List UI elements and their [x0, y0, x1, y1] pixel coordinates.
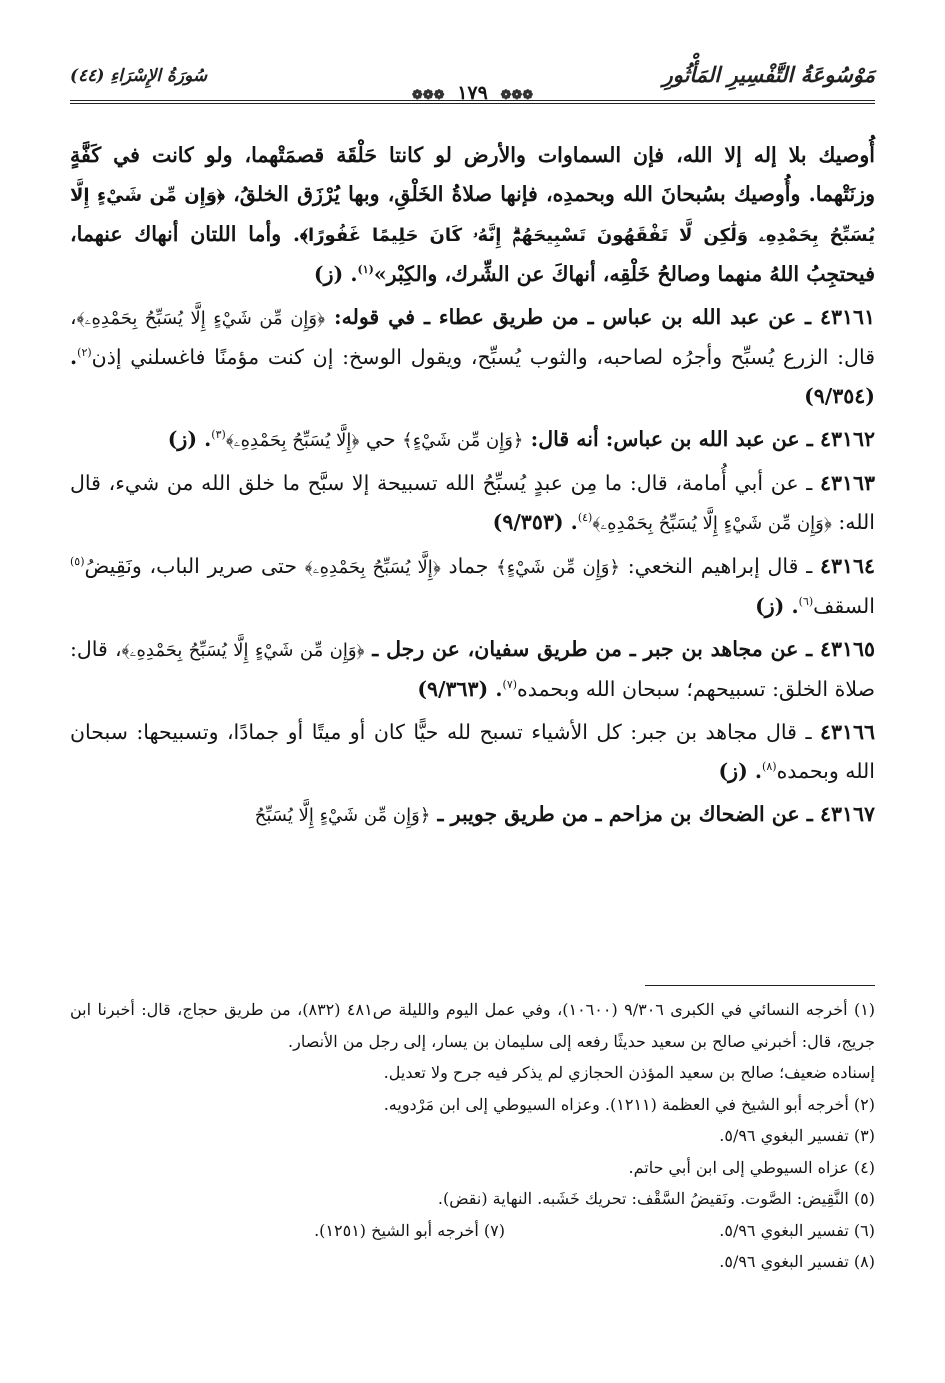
entry-number: ٤٣١٦١	[819, 305, 876, 329]
footnote-ref[interactable]: (٦)	[798, 595, 814, 609]
entry-number: ٤٣١٦٢	[819, 427, 875, 451]
footnote-8: (٨) تفسير البغوي ٥/٩٦.	[719, 1252, 875, 1271]
intro-paragraph	[70, 136, 875, 294]
entry-number: ٤٣١٦٣	[819, 471, 875, 495]
narration-entry	[70, 296, 875, 416]
entry-text: ـ عن أبي أُمامة، قال: ما مِن عبدٍ يُسبِّحُ الله تسبيحة إلا سبَّح ما خلق الله من شيء، قال الله:	[70, 471, 875, 534]
footnote-ref[interactable]: (٨)	[762, 760, 777, 774]
ornament-icon: ❁❁❁	[411, 88, 445, 103]
footnote-row	[70, 1215, 875, 1247]
quran-verse: ﴿وَإِن مِّن شَيْءٍ﴾	[402, 430, 524, 451]
quran-verse: ﴿إِلَّا يُسَبِّحُ بِحَمْدِهِۦ﴾	[225, 430, 360, 451]
footnote-ref[interactable]: (٧)	[502, 678, 518, 692]
source-tag: . (٩/٣٥٤)	[70, 345, 875, 408]
footnote-6: (٦) تفسير البغوي ٥/٩٦.	[719, 1220, 875, 1240]
surah-label: سُورَةُ الإِسْرَاءِ (٤٤)	[70, 66, 208, 86]
narration-entry	[70, 418, 875, 460]
page-header	[70, 62, 875, 102]
entry-text: ـ عن عبد الله بن عباس ـ من طريق عطاء ـ في قوله:	[325, 305, 820, 329]
narration-entry	[70, 711, 875, 791]
source-tag: . (ز)	[167, 427, 212, 451]
footnote-4: (٤) عزاه السيوطي إلى ابن أبي حاتم.	[628, 1157, 875, 1177]
entry-text: ـ عن الضحاك بن مزاحم ـ من طريق جويبر ـ	[430, 802, 820, 826]
source-tag: . (ز)	[313, 262, 358, 286]
quran-verse: ﴿وَإِن مِّن شَيْءٍ﴾	[496, 557, 620, 578]
footnotes	[70, 994, 875, 1278]
quran-verse: ﴿إِلَّا يُسَبِّحُ بِحَمْدِهِۦ﴾	[304, 557, 441, 578]
narration-entry	[70, 793, 875, 835]
text-line: في كَفَّةٍ وزنَتْهما. وأُوصيك بسُبحانَ الله وبحمدِه، فإنها صلاةُ الخَلْقِ، وبها يُرْزَق	[70, 143, 876, 206]
footnote-ref[interactable]: (٥)	[70, 555, 85, 569]
source-tag: . (ز)	[718, 759, 763, 783]
footnote-separator	[645, 985, 875, 986]
entry-text: ـ قال إبراهيم النخعي:	[619, 554, 820, 578]
entry-text: ـ عن مجاهد بن جبر ـ من طريق سفيان، عن رجل ـ	[364, 637, 820, 661]
text-line: الخلقُ،	[224, 182, 289, 206]
footnote-1-grading: إسناده ضعيف؛ صالح بن سعيد المؤذن الحجازي لم يذكر فيه جرح ولا تعديل.	[383, 1063, 875, 1082]
source-tag: . (٩/٣٥٣)	[492, 510, 578, 534]
entry-number: ٤٣١٦٥	[819, 637, 875, 661]
header-rule	[70, 100, 875, 101]
footnote-2: (٢) أخرجه أبو الشيخ في العظمة (١٢١١). وعزاه السيوطي إلى ابن مَرْدويه.	[383, 1094, 875, 1114]
page-number: ١٧٩	[457, 82, 488, 104]
footnote-7: (٧) أخرجه أبو الشيخ (١٢٥١).	[314, 1220, 505, 1240]
entry-text: ، قال: الزرع يُسبِّح وأجرُه لصاحبه، والثوب يُسبِّح، ويقول الوسخ: إن كنت مؤمنًا فاغسلني إذن	[70, 305, 875, 369]
entry-text: ، قال: صلاة الخلق: تسبيحهم؛ سبحان الله وبحمده	[70, 637, 875, 701]
quran-verse: ﴿وَإِن مِّن شَيْءٍ إِلَّا يُسَبِّحُ بِحَمْدِهِۦ﴾	[592, 513, 832, 534]
text-line: اللتان أنهاك عنهما، فيحتجِبُ اللهُ منهما وصالحُ خَلْقِه، أنهاكَ عن الشِّرك،	[70, 222, 875, 286]
footnote-ref[interactable]: (٣)	[211, 428, 226, 442]
entry-text: حي	[359, 427, 403, 451]
entry-text: ـ قال مجاهد بن جبر: كل الأشياء تسبح لله حيًّا كان أو ميتًا أو جمادًا، وتسبيحها: سبحان الله وبحمده	[70, 720, 875, 783]
source-tag: . (ز)	[755, 594, 799, 618]
entry-number: ٤٣١٦٤	[819, 554, 876, 578]
narration-entry	[70, 628, 875, 709]
header-rule-thin	[70, 103, 875, 104]
footnote-1: (١) أخرجه النسائي في الكبرى ٩/٣٠٦ (١٠٦٠٠)، وفي عمل اليوم والليلة ص٤٨١ (٨٣٢)، من طريق حجاج، قال: أخبرنا ابن جريج، قال: أخبرني صالح بن سعيد حديثًا رفعه إلى سليمان بن يسار، إلى رجل من الأنصار.	[70, 1000, 876, 1051]
footnote-3: (٣) تفسير البغوي ٥/٩٦.	[719, 1126, 875, 1145]
entry-number: ٤٣١٦٧	[819, 802, 875, 826]
footnote-ref[interactable]: (١)	[357, 263, 374, 277]
entry-text: ـ عن عبد الله بن عباس: أنه قال:	[523, 427, 820, 451]
footnote-ref[interactable]: (٤)	[577, 511, 593, 525]
footnote-ref[interactable]: (٢)	[77, 346, 92, 360]
entry-number: ٤٣١٦٦	[819, 720, 875, 744]
quran-verse: ﴿وَإِن مِّن شَيْءٍ إِلَّا يُسَبِّحُ بِحَمْدِهِۦ وَلَٰكِن لَّا تَفْقَهُونَ تَسْبِيحَهُمْۗ إِنَّهُۥ كَانَ حَلِيمًا غَفُورًا﴾	[70, 185, 875, 246]
main-text	[70, 136, 875, 835]
text-line: والكِبْر»	[373, 262, 438, 286]
ornament-icon: ❁❁❁	[500, 88, 534, 103]
entry-text: حتى صرير الباب، ونَقِيضُ	[84, 554, 305, 578]
entry-text: جماد	[440, 554, 497, 578]
text-line: . وأما	[248, 222, 301, 246]
quran-verse: ﴿وَإِن مِّن شَيْءٍ إِلَّا يُسَبِّحُ بِحَمْدِهِۦ﴾	[121, 640, 365, 661]
footnote-5: (٥) النَّقِيض: الصَّوت. ونَقيضُ السَّقْف: تحريك خَشَبه. النهاية (نقض).	[437, 1189, 875, 1208]
narration-entry	[70, 545, 875, 626]
entry-text: السقف	[813, 594, 875, 618]
narration-entry	[70, 462, 875, 543]
quran-verse: ﴿وَإِن مِّن شَيْءٍ إِلَّا يُسَبِّحُ	[254, 805, 431, 826]
quran-verse: ﴿وَإِن مِّن شَيْءٍ إِلَّا يُسَبِّحُ بِحَمْدِهِۦ﴾	[76, 308, 326, 329]
book-title: مَوْسُوعَةُ التَّفْسِيرِ المَأْثُورِ	[662, 62, 875, 87]
text-line: أُوصيك بلا إله إلا الله، فإن السماوات والأرض لو كانتا حَلْقَة قصمَتْهما، ولو كانت	[151, 143, 875, 167]
source-tag: . (٩/٣٦٣)	[417, 677, 503, 701]
